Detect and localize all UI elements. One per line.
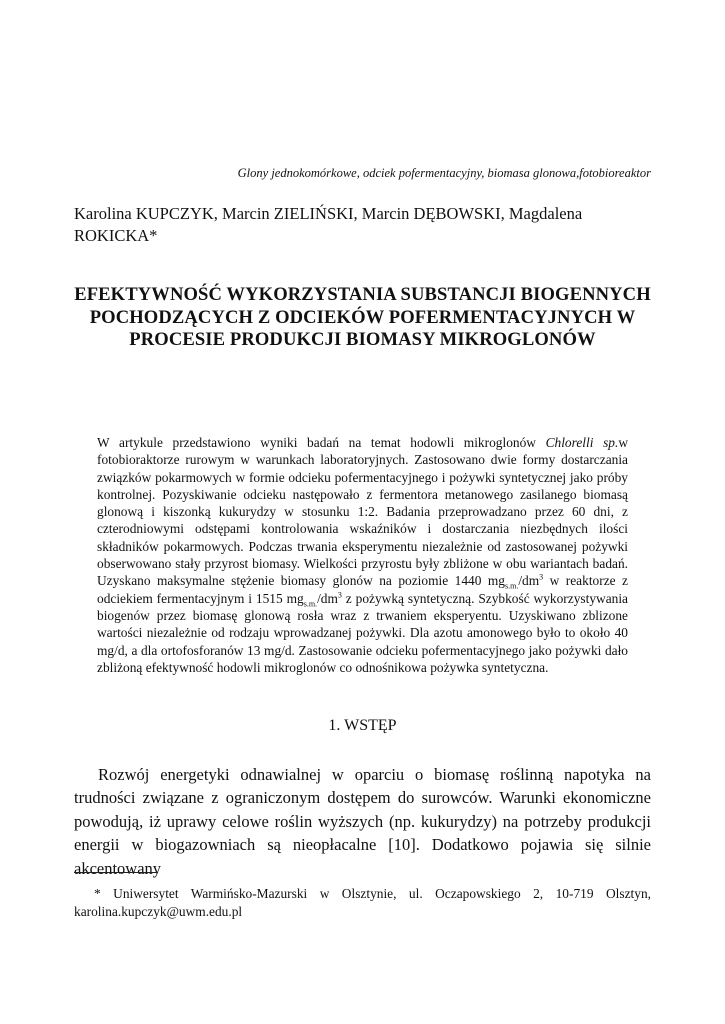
unit-subscript: s.m. — [504, 582, 519, 592]
abstract — [97, 434, 628, 676]
section-heading: 1. WSTĘP — [328, 717, 397, 734]
abstract-text-2: w fotobioraktorze rurowym w warunkach laboratoryjnych. Zastosowano dwie formy dostarczania związków pokarmowych w formie odcieku pofermentacyjnego i pożywki syntetycznej jako próby kontrolnej. Pozyskiwanie odcieku następowało z fermentora metanowego zasilanego biomasą glonową i kiszonką kukurydzy w stosunku 1:2. Badania przeprowadzano przez 60 dni, z czterodniowymi odstępami kontrolowania wskaźników i dostarczania niezbędnych ilości składników pokarmowych. Podczas trwania eksperymentu niezależnie od zastosowanej pożywki obserwowano stały przyrost biomasy. Wielkości przyrostu były zbliżone w obu wariantach badań. Uzyskano maksymalne stężenie biomasy glonów na poziomie 1440 mg — [97, 435, 628, 589]
unit-superscript: 3 — [539, 572, 544, 582]
unit-superscript: 3 — [337, 590, 342, 600]
article-title: EFEKTYWNOŚĆ WYKORZYSTANIA SUBSTANCJI BIOGENNYCH POCHODZĄCYCH Z ODCIEKÓW POFERMENTACYJNYCH W PROCESIE PRODUKCJI BIOMASY MIKROGLONÓW — [74, 284, 651, 350]
species-name: Chlorelli sp. — [545, 435, 619, 450]
footnote-divider — [74, 872, 158, 873]
abstract-text-3: /dm — [518, 573, 540, 589]
abstract-text-4: w reaktorze z odciekiem fermentacyjnym i 1515 mg — [97, 573, 628, 606]
abstract-text-6: z pożywką syntetyczną. Szybkość wykorzystywania biogenów przez biomasę glonową rosła wraz z trwaniem eksperyentu. Uzyskiwano zblizone wartości niezależnie od rodzaju wprowadzanej pożywki. Dla azotu amonowego było to około 40 mg/d, a dla ortofosforanów 13 mg/d. Zastosowanie odcieku pofermentacyjnego jako pożywki dało zbliżoną efektywność hodowli mikroglonów co odnośnikowa pożywka syntetyczna. — [97, 590, 628, 675]
keywords: Glony jednokomórkowe, odciek pofermentacyjny, biomasa glonowa,fotobioreaktor — [237, 166, 651, 180]
unit-subscript: s.m. — [303, 599, 318, 609]
section-body-paragraph: Rozwój energetyki odnawialnej w oparciu o biomasę roślinną napotyka na trudności związane z ograniczonym dostępem do surowców. Warunki ekonomiczne powodują, iż uprawy celowe roślin wyższych (np. kukurydzy) na potrzeby produkcji energii w biogazowniach są nieopłacalne [10]. Dodatkowo pojawia się silnie akcentowany — [74, 765, 651, 878]
footnote: * Uniwersytet Warmińsko-Mazurski w Olsztynie, ul. Oczapowskiego 2, 10-719 Olsztyn, karolina.kupczyk@uwm.edu.pl — [74, 886, 651, 919]
authors: Karolina KUPCZYK, Marcin ZIELIŃSKI, Marcin DĘBOWSKI, Magdalena ROKICKA* — [74, 204, 583, 245]
abstract-text-1: W artykule przedstawiono wyniki badań na temat hodowli mikroglonów — [97, 435, 546, 450]
abstract-text-5: /dm — [317, 590, 338, 606]
